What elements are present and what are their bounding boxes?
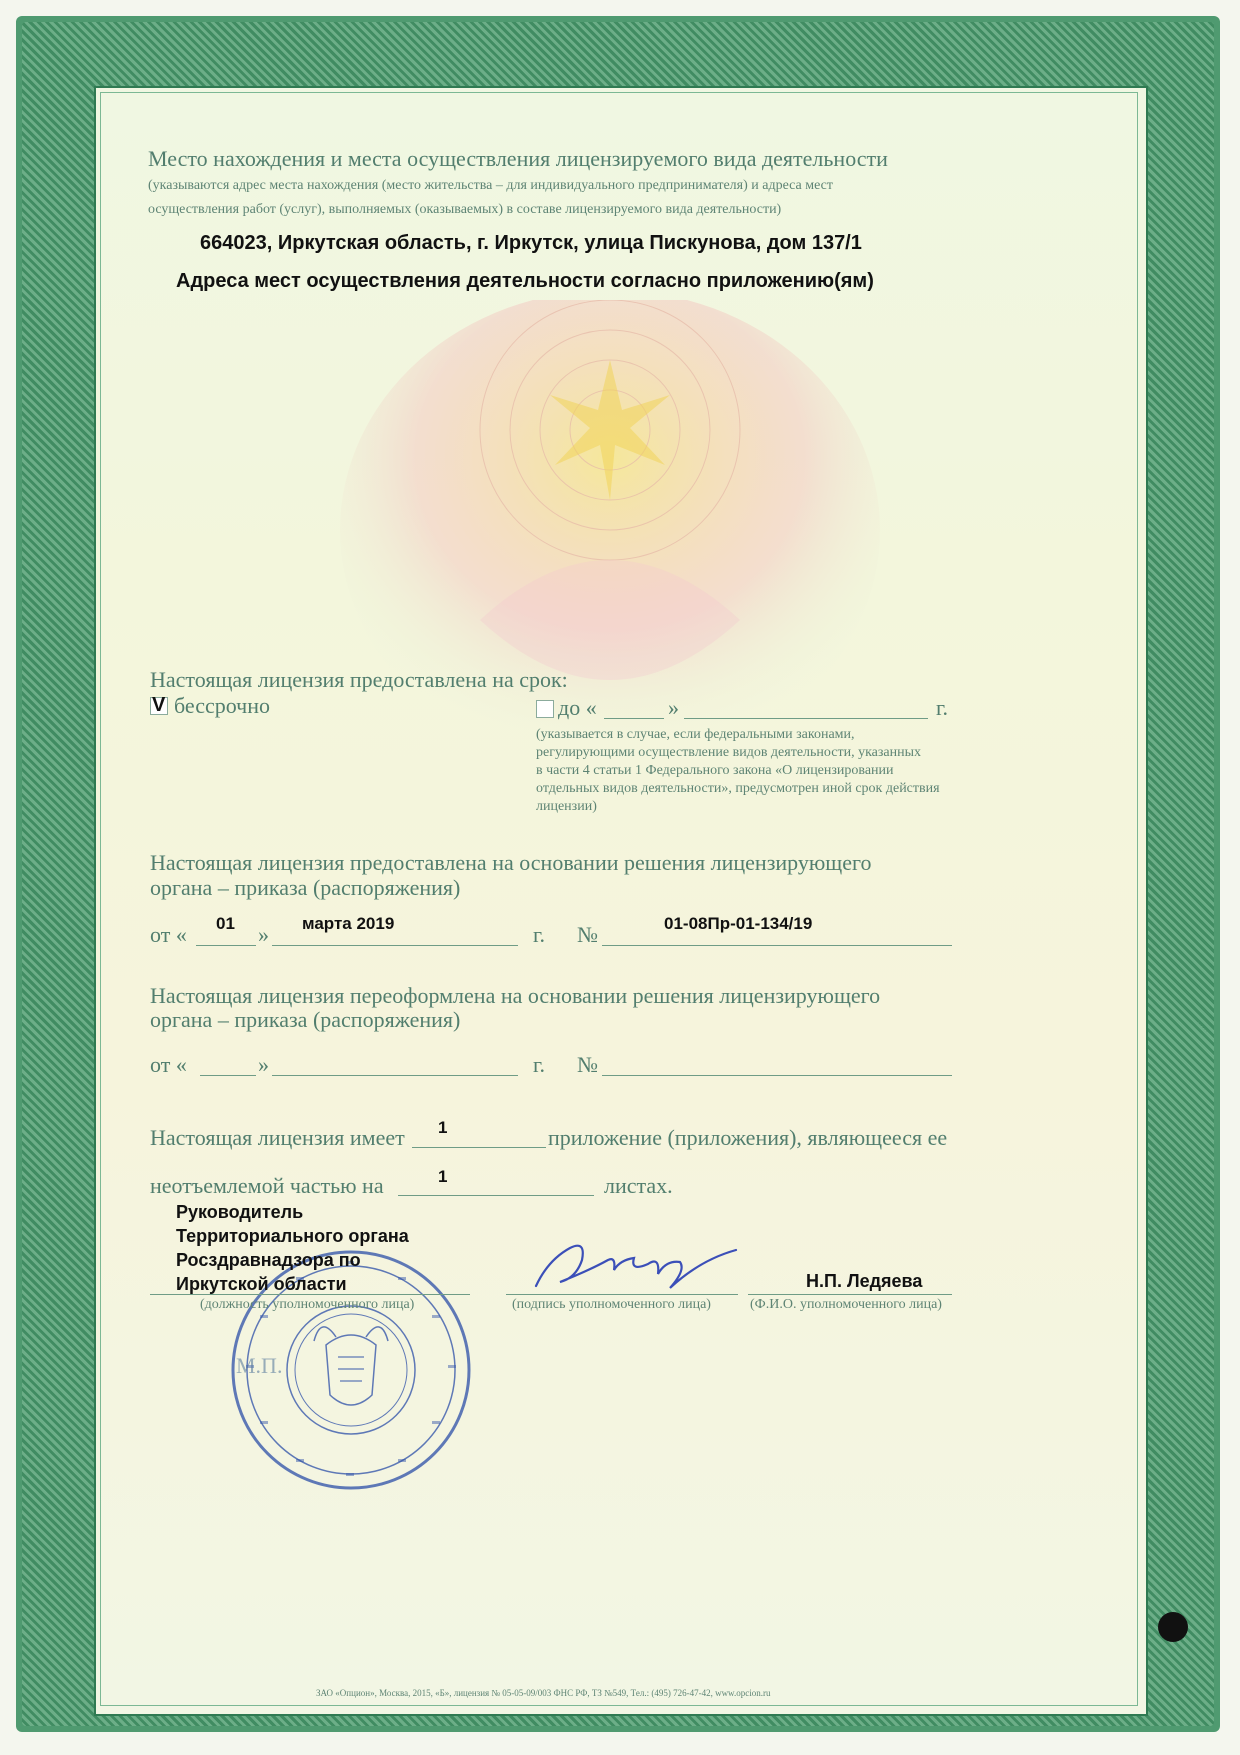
reissue-number-label: № [577,1052,598,1077]
appendix-line2-start: неотъемлемой частью на [150,1173,384,1198]
term-note-line: регулирующими осуществление видов деятельности, указанных [536,745,922,760]
appendix-line1-end: приложение (приложения), являющееся ее [548,1125,948,1150]
official-name: Н.П. Ледяева [806,1271,923,1291]
basis-month-year: марта 2019 [302,914,395,933]
position-line-rule [150,1294,470,1295]
name-caption: (Ф.И.О. уполномоченного лица) [750,1297,942,1312]
basis-from-label: от « [150,922,187,947]
position-line: Территориального органа [176,1226,409,1246]
seal-place-label: М.П. [236,1353,283,1378]
basis-line1: Настоящая лицензия предоставлена на основании решения лицензирующего [150,850,872,875]
basis-number-line [602,945,952,946]
term-label: Настоящая лицензия предоставлена на срок: [150,667,568,692]
term-note-line: в части 4 статьи 1 Федерального закона «О лицензировании [536,763,894,778]
position-line: Иркутской области [176,1274,347,1294]
basis-year-suffix: г. [533,922,546,947]
basis-order-number: 01-08Пр-01-134/19 [664,914,813,933]
basis-day: 01 [216,914,235,933]
reissue-year-suffix: г. [533,1052,546,1077]
reissue-from-label: от « [150,1052,187,1077]
address-note-line2: осуществления работ (услуг), выполняемых (оказываемых) в составе лицензируемого вида деятельности) [148,202,782,217]
until-checkbox [536,700,554,718]
appendix-count: 1 [438,1118,448,1137]
reissue-close-quote: » [258,1052,269,1077]
term-note-line: (указывается в случае, если федеральными законами, [536,727,855,742]
basis-day-line [196,945,256,946]
reissue-number-line [602,1075,952,1076]
until-day-line [604,718,664,719]
appendix-sheets: 1 [438,1167,448,1186]
name-line-rule [748,1294,952,1295]
indefinite-check-mark: V [152,694,166,716]
reissue-day-line [200,1075,256,1076]
places-note: Адреса мест осуществления деятельности согласно приложению(ям) [176,270,874,292]
position-caption: (должность уполномоченного лица) [200,1297,415,1312]
signature-line-rule [506,1294,738,1295]
basis-date-line [272,945,518,946]
printer-line: ЗАО «Опцион», Москва, 2015, «Б», лицензия № 05-05-09/003 ФНС РФ, ТЗ №549, Тел.: (495) 726-47-42, www.opcion.ru [316,1688,771,1698]
hole-punch-dot [1158,1612,1188,1642]
address-note-line1: (указываются адрес места нахождения (место жительства – для индивидуального предпринимателя) и адреса мест [148,178,834,193]
handwritten-signature [530,1230,740,1300]
reissue-line2: органа – приказа (распоряжения) [150,1007,461,1032]
appendix-line2-end: листах. [604,1173,673,1198]
term-note-line: отдельных видов деятельности», предусмотрен иной срок действия [536,781,940,796]
indefinite-label: бессрочно [174,693,271,718]
basis-number-label: № [577,922,598,947]
position-line: Руководитель [176,1202,304,1222]
address-heading: Место нахождения и места осуществления лицензируемого вида деятельности [148,146,888,171]
license-address: 664023, Иркутская область, г. Иркутск, улица Пискунова, дом 137/1 [200,232,862,254]
basis-line2: органа – приказа (распоряжения) [150,875,461,900]
until-mid: » [668,695,679,720]
term-note-line: лицензии) [536,799,597,814]
basis-close-quote: » [258,922,269,947]
signature-caption: (подпись уполномоченного лица) [512,1297,711,1312]
until-suffix: г. [936,695,949,720]
position-title [176,1200,409,1296]
until-prefix: до « [558,695,597,720]
until-date-line [684,718,928,719]
appendix-line1-start: Настоящая лицензия имеет [150,1125,405,1150]
reissue-date-line [272,1075,518,1076]
position-line: Росздравнадзора по [176,1250,361,1270]
appendix-sheets-line [398,1195,594,1196]
reissue-line1: Настоящая лицензия переоформлена на основании решения лицензирующего [150,983,881,1008]
appendix-count-line [412,1147,546,1148]
